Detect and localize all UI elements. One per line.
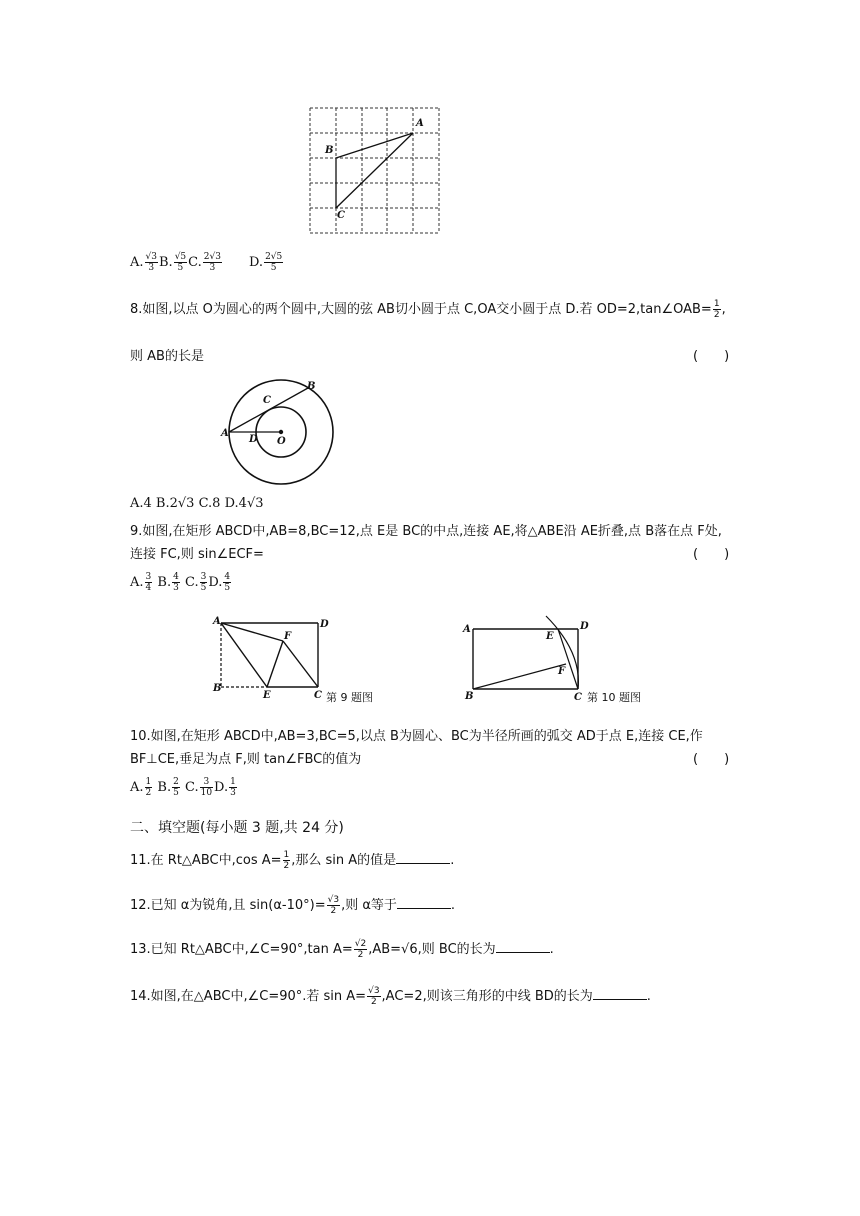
grid-label-b: B xyxy=(325,145,334,156)
q13-answer-blank[interactable] xyxy=(496,940,550,953)
q10-label-a: A xyxy=(463,624,471,635)
q10-label-b: B xyxy=(465,691,474,702)
q10-figure-caption: 第 10 题图 xyxy=(587,691,641,704)
q10-label-d: D xyxy=(580,621,589,632)
q8-answer-paren: ( ) xyxy=(693,349,730,364)
q11-question: 11.在 Rt△ABC中,cos A= $\frac{1}{2}$ ,那么 sin A的值是 . xyxy=(130,850,455,871)
q8-label-c: C xyxy=(263,395,271,406)
q10-question-line1: 10.如图,在矩形 ABCD中,AB=3,BC=5,以点 B为圆心、BC为半径所画的弧交 AD于点 E,连接 CE,作 xyxy=(130,729,703,744)
q10-question-line2: BF⊥CE,垂足为点 F,则 tan∠FBC的值为 xyxy=(130,752,362,767)
q9-label-e: E xyxy=(263,690,271,701)
q10-options: A. $\frac{1}{2}$ B. $\frac{2}{5}$ C. $\frac{3}{10}$ D. $\frac{1}{3}$ xyxy=(130,777,236,798)
grid-label-a: A xyxy=(416,118,424,129)
q7-options: A. $\frac{√3}{3}$ B. $\frac{√5}{5}$ C. $\frac{2√3}{3}$ D. $\frac{2√5}{5}$ xyxy=(130,252,283,273)
q10-arc-figure xyxy=(460,612,660,706)
q10-label-f: F xyxy=(558,666,566,677)
q9-answer-paren: ( ) xyxy=(693,547,730,562)
q14-question: 14.如图,在△ABC中,∠C=90°.若 sin A= $\frac{√3}{2}$ ,AC=2,则该三角形的中线 BD的长为 . xyxy=(130,986,651,1007)
q10-label-c: C xyxy=(574,692,582,703)
q8-label-b: B xyxy=(307,381,316,392)
q8-label-d: D xyxy=(249,434,258,445)
q9-label-b: B xyxy=(213,683,222,694)
q8-label-a: A xyxy=(221,428,229,439)
q10-answer-paren: ( ) xyxy=(693,752,730,767)
grid-label-c: C xyxy=(337,210,345,221)
q8-question-line1: 8.如图,以点 O为圆心的两个圆中,大圆的弦 AB切小圆于点 C,OA交小圆于点 D.若 OD=2,tan∠OAB= $\frac{1}{2}$ , xyxy=(130,299,726,320)
q8-options: A.4 B.2√3 C.8 D.4√3 xyxy=(130,496,264,511)
q12-answer-blank[interactable] xyxy=(397,896,451,909)
q8-label-o: O xyxy=(277,436,286,447)
q14-answer-blank[interactable] xyxy=(593,987,647,1000)
q9-label-a: A xyxy=(213,616,221,627)
q12-question: 12.已知 α为锐角,且 sin(α-10°)= $\frac{√3}{2}$ ,则 α等于 . xyxy=(130,895,456,916)
q8-question-line2: 则 AB的长是 xyxy=(130,349,204,364)
q11-answer-blank[interactable] xyxy=(396,851,450,864)
q8-circles-figure xyxy=(215,378,335,488)
q13-question: 13.已知 Rt△ABC中,∠C=90°,tan A= $\frac{√2}{2}$ ,AB=√6,则 BC的长为 . xyxy=(130,939,554,960)
q9-figure-caption: 第 9 题图 xyxy=(326,691,373,704)
grid-triangle-figure xyxy=(305,104,445,238)
q10-label-e: E xyxy=(546,631,554,642)
q9-rectangle-figure xyxy=(210,612,385,706)
q9-label-c: C xyxy=(314,690,322,701)
q9-options: A. $\frac{3}{4}$ B. $\frac{4}{3}$ C. $\frac{3}{5}$ D. $\frac{4}{5}$ xyxy=(130,572,231,593)
q9-label-f: F xyxy=(284,631,292,642)
q9-label-d: D xyxy=(320,619,329,630)
section-2-title: 二、填空题(每小题 3 题,共 24 分) xyxy=(130,820,344,836)
q9-question-line1: 9.如图,在矩形 ABCD中,AB=8,BC=12,点 E是 BC的中点,连接 AE,将△ABE沿 AE折叠,点 B落在点 F处, xyxy=(130,524,722,539)
q9-question-line2: 连接 FC,则 sin∠ECF= xyxy=(130,547,264,562)
